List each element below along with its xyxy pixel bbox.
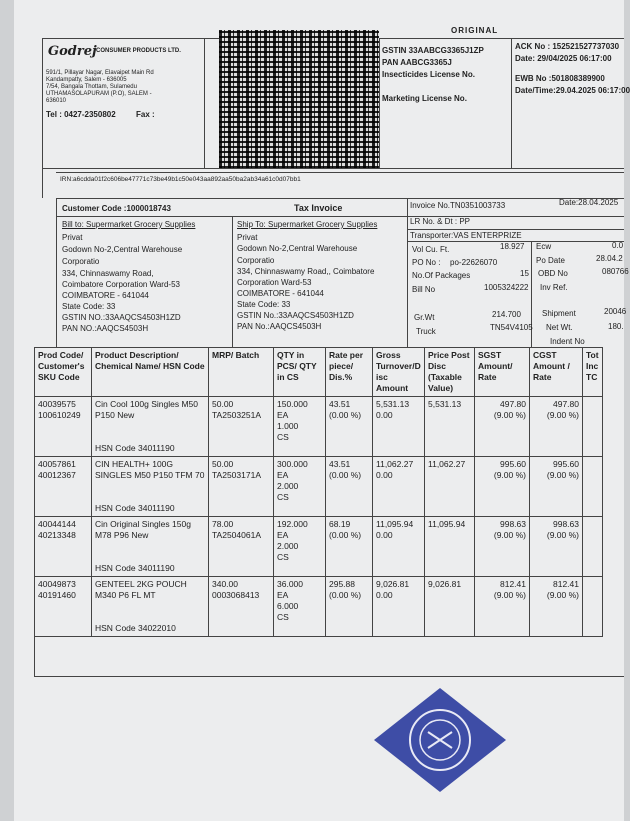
cgst-amount: 998.63 [553,519,579,529]
gross-turnover: 11,095.94 [376,519,414,529]
sgst-amount: 998.63 [500,519,526,529]
ship-to-line: COIMBATORE - 641044 [237,289,324,298]
col-header: Rate per piece/ Dis.% [326,348,373,397]
po-label: PO No : [412,258,441,267]
bill-to-line: Corporatio [62,257,100,266]
taxable-value: 5,531.13 [428,399,462,409]
batch: TA2504061A [212,530,261,540]
discount-pct: (0.00 %) [329,590,362,600]
prod-code: 40044144 [38,519,76,529]
prod-code: 40049873 [38,579,76,589]
ack-date: Date: 29/04/2025 06:17:00 [515,54,612,63]
shipment-label: Shipment [542,309,576,318]
hsn-code: HSN Code 34011190 [95,443,175,453]
hsn-code: HSN Code 34011190 [95,563,175,573]
ship-to-heading: Ship To: Supermarket Grocery Supplies [237,220,378,229]
taxable-value: 9,026.81 [428,579,462,589]
company-stamp [370,684,510,796]
cgst-rate: (9.00 %) [546,590,579,600]
rate: 295.88 [329,579,355,589]
company-address-2: Kandampatty, Salem - 636005 [46,77,127,83]
mrp: 50.00 [212,459,234,469]
bill-to-line: GSTIN NO.:33AAQCS4503H1ZD [62,313,181,322]
sgst-amount: 812.41 [500,579,526,589]
rate: 43.51 [329,399,351,409]
gstin: GSTIN 33AABCG3365J1ZP [382,46,484,55]
packages-label: No.Of Packages [412,271,471,280]
sgst-rate: (9.00 %) [493,470,526,480]
ecw-label: Ecw [536,242,552,251]
obd-value: 080766 [602,267,629,276]
discount-pct: (0.00 %) [329,470,362,480]
pan: PAN AABCG3365J [382,58,452,67]
items-table [34,347,603,637]
rate: 43.51 [329,459,351,469]
mrp: 50.00 [212,399,234,409]
product-desc-2: M78 P96 New [95,530,149,540]
qr-code [219,30,379,168]
prod-code: 40039575 [38,399,76,409]
discount-pct: (0.00 %) [329,410,362,420]
lr-no: LR No. & Dt : PP [410,217,471,226]
invoice-paper [14,0,630,821]
po-date-value: 28.04.2 [596,254,623,263]
company-logo: Godrej [48,44,97,59]
bill-to-line: State Code: 33 [62,302,116,311]
gross-turnover: 5,531.13 [376,399,410,409]
bill-to-line: COIMBATORE - 641044 [62,291,149,300]
invoice-date: Date:28.04.2025 [559,198,619,207]
invoice-title: Tax Invoice [294,203,343,213]
table-row [35,397,603,457]
ship-to-line: GSTIN No.:33AAQCS4503H1ZD [237,311,354,320]
col-header: MRP/ Batch [209,348,274,397]
col-header: Tot Inc TC [583,348,603,397]
original-label: ORIGINAL [451,26,499,35]
shipment-value: 20046 [604,307,627,316]
product-desc: Cin Original Singles 150g [95,519,191,529]
cgst-rate: (9.00 %) [546,470,579,480]
bill-to-line: Privat [62,233,83,242]
qty-unit: EA [277,590,289,600]
product-desc-2: SINGLES M50 P150 TFM 70 [95,470,205,480]
insecticides-license: Insecticides License No. [382,70,475,79]
sku-code: 40213348 [38,530,76,540]
qty-pcs: 150.000 [277,399,308,409]
ewb-no: EWB No :501808389900 [515,74,605,83]
disc-amount: 0.00 [376,530,393,540]
sgst-rate: (9.00 %) [493,410,526,420]
table-row [35,577,603,637]
gross-turnover: 9,026.81 [376,579,410,589]
ship-to-line: Godown No-2,Central Warehouse [237,244,358,253]
sgst-amount: 995.60 [500,459,526,469]
ship-to-line: PAN No.:AAQCS4503H [237,322,322,331]
disc-amount: 0.00 [376,470,393,480]
qty-unit: EA [277,530,289,540]
bill-no-value: 1005324222 [484,283,529,292]
product-desc: GENTEEL 2KG POUCH [95,579,187,589]
company-address-3: 7/54, Bangala Thottam, Sulamedu [46,84,137,90]
col-header: SGST Amount/ Rate [475,348,530,397]
hsn-code: HSN Code 34011190 [95,503,175,513]
sgst-rate: (9.00 %) [493,530,526,540]
customer-code: Customer Code :1000018743 [62,204,171,213]
qty-pcs: 192.000 [277,519,308,529]
batch: TA2503251A [212,410,261,420]
product-desc: CIN HEALTH+ 100G [95,459,174,469]
company-name: CONSUMER PRODUCTS LTD. [96,48,181,54]
product-desc: Cin Cool 100g Singles M50 [95,399,199,409]
invoice-no: Invoice No.TN0351003733 [410,201,506,210]
qty-cs: 6.000 [277,601,299,611]
col-header: Price Post Disc (Taxable Value) [425,348,475,397]
ship-to-line: Privat [237,233,258,242]
mrp: 340.00 [212,579,238,589]
net-weight-label: Net Wt. [546,323,573,332]
cs-unit: CS [277,492,289,502]
company-address-4: UTHAMASOLAPURAM (P.O), SALEM - [46,91,152,97]
product-desc-2: P150 New [95,410,135,420]
qty-pcs: 300.000 [277,459,308,469]
ship-to-line: Corporatio [237,256,275,265]
cgst-amount: 995.60 [553,459,579,469]
prod-code: 40057861 [38,459,76,469]
ack-no: ACK No : 152521527737030 [515,42,620,51]
disc-amount: 0.00 [376,410,393,420]
sku-code: 100610249 [38,410,81,420]
col-header: Gross Turnover/D isc Amount [373,348,425,397]
irn: IRN:a6cdda01f2c606be47771c73be49b1c50e043aa892aa50ba2ab34a61c0d07bb1 [60,176,301,183]
taxable-value: 11,062.27 [428,459,466,469]
qty-cs: 2.000 [277,481,299,491]
cgst-rate: (9.00 %) [546,530,579,540]
ship-to-line: State Code: 33 [237,300,291,309]
taxable-value: 11,095.94 [428,519,466,529]
bill-to-line: Godown No-2,Central Warehouse [62,245,183,254]
company-tel: Tel : 0427-2350802 [46,110,116,119]
disc-amount: 0.00 [376,590,393,600]
marketing-license: Marketing License No. [382,94,467,103]
vol-label: Vol Cu. Ft. [412,245,450,254]
indent-label: Indent No [550,337,585,346]
qty-cs: 1.000 [277,421,299,431]
sgst-rate: (9.00 %) [493,590,526,600]
truck-value: TN54V4105 [490,323,533,332]
product-desc-2: M340 P6 FL MT [95,590,156,600]
cgst-amount: 497.80 [553,399,579,409]
table-row [35,517,603,577]
bill-to-line: PAN NO.:AAQCS4503H [62,324,149,333]
batch: 0003068413 [212,590,260,600]
sku-code: 40191460 [38,590,76,600]
gross-weight-value: 214.700 [492,310,521,319]
company-address-5: 636010 [46,98,67,104]
col-header: CGST Amount / Rate [530,348,583,397]
mrp: 78.00 [212,519,234,529]
qty-unit: EA [277,470,289,480]
gross-weight-label: Gr.Wt [414,313,435,322]
bill-to-line: Coimbatore Corporation Ward-53 [62,280,180,289]
company-fax: Fax : [136,110,155,119]
bill-no-label: Bill No [412,285,436,294]
col-header: Product Description/ Chemical Name/ HSN Code [92,348,209,397]
table-header-row [35,348,603,397]
packages-value: 15 [520,269,529,278]
company-address-1: 591/1, Pillayar Nagar, Elavaipet Main Rd [46,70,154,76]
net-weight-value: 180. [608,322,624,331]
col-header: Prod Code/ Customer's SKU Code [35,348,92,397]
cs-unit: CS [277,552,289,562]
transporter: Transporter:VAS ENTERPRIZE [410,231,522,240]
hsn-code: HSN Code 34022010 [95,623,176,633]
rate: 68.19 [329,519,351,529]
cs-unit: CS [277,432,289,442]
qty-unit: EA [277,410,289,420]
po-date-label: Po Date [536,256,565,265]
bill-to-heading: Bill to: Supermarket Grocery Supplies [62,220,196,229]
qty-cs: 2.000 [277,541,299,551]
cgst-amount: 812.41 [553,579,579,589]
ewb-date-time: Date/Time:29.04.2025 06:17:00 [515,86,630,95]
inv-ref-label: Inv Ref. [540,283,568,292]
cgst-rate: (9.00 %) [546,410,579,420]
obd-label: OBD No [538,269,568,278]
col-header: QTY in PCS/ QTY in CS [274,348,326,397]
vol-value: 18.927 [500,242,525,251]
table-row [35,457,603,517]
qty-pcs: 36.000 [277,579,303,589]
cs-unit: CS [277,612,289,622]
ship-to-line: Corporation Ward-53 [237,278,312,287]
ship-to-line: 334, Chinnaswamy Road,, Coimbatore [237,267,375,276]
batch: TA2503171A [212,470,261,480]
sku-code: 40012367 [38,470,76,480]
gross-turnover: 11,062.27 [376,459,414,469]
bill-to-line: 334, Chinnaswamy Road, [62,269,154,278]
sgst-amount: 497.80 [500,399,526,409]
discount-pct: (0.00 %) [329,530,362,540]
po-value: po-22626070 [450,258,498,267]
truck-label: Truck [416,327,436,336]
ecw-value: 0.0 [612,241,624,250]
